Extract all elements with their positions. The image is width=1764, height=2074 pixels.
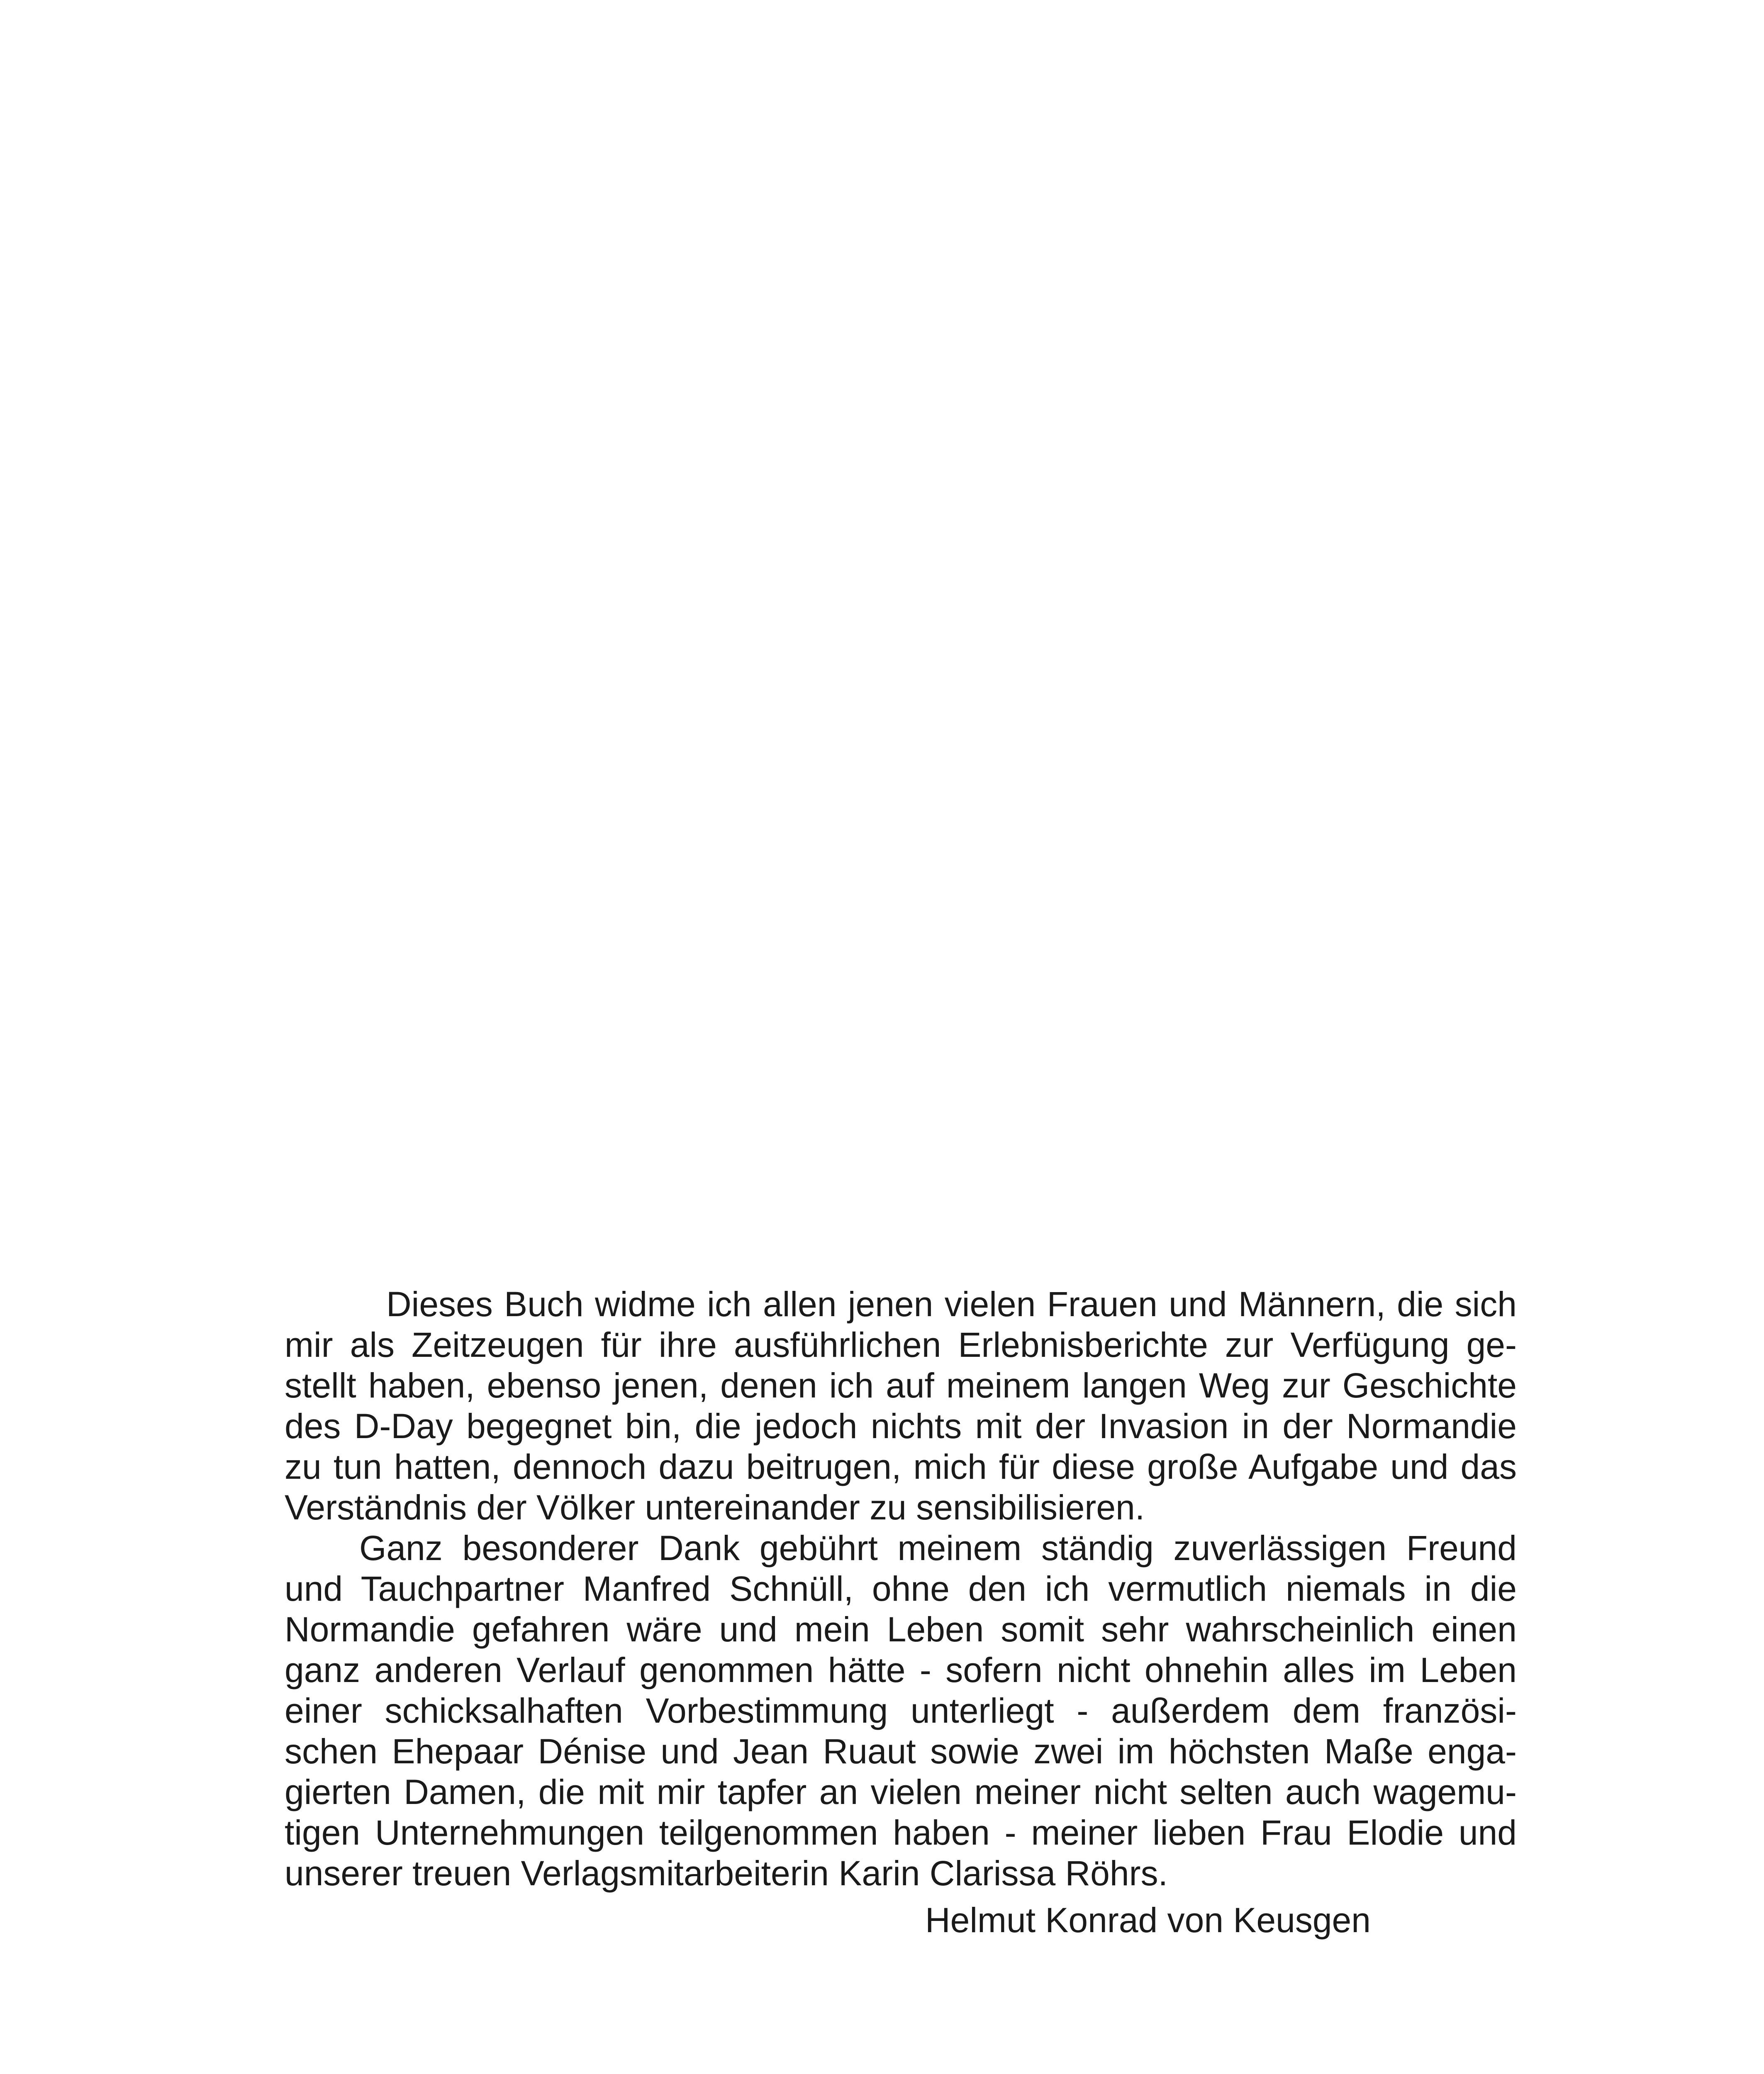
author-signature: Helmut Konrad von Keusgen [925, 1901, 1371, 1940]
text-line: des D-Day begegnet bin, die jedoch nichts mit der Invasion in der Normandie [285, 1407, 1517, 1446]
text-line: Normandie gefahren wäre und mein Leben somit sehr wahrscheinlich einen [285, 1610, 1517, 1649]
dedication-text [285, 1284, 1517, 1894]
text-line: ganz anderen Verlauf genommen hätte - sofern nicht ohnehin alles im Leben [285, 1650, 1517, 1689]
text-line: Verständnis der Völker untereinander zu sensibilisieren. [285, 1488, 1145, 1527]
text-line: unserer treuen Verlagsmitarbeiterin Karin Clarissa Röhrs. [285, 1854, 1168, 1893]
text-line: und Tauchpartner Manfred Schnüll, ohne den ich vermutlich niemals in die [285, 1569, 1517, 1608]
text-line: schen Ehepaar Dénise und Jean Ruaut sowie zwei im höchsten Maße enga- [285, 1732, 1517, 1771]
dedication-paragraph-2 [285, 1528, 1517, 1894]
text-line: Ganz besonderer Dank gebührt meinem ständig zuverlässigen Freund [359, 1529, 1517, 1568]
text-line: mir als Zeitzeugen für ihre ausführlichen Erlebnisberichte zur Verfügung ge- [285, 1325, 1517, 1364]
text-line: einer schicksalhaften Vorbestimmung unterliegt - außerdem dem französi- [285, 1691, 1517, 1730]
text-line: tigen Unternehmungen teilgenommen haben - meiner lieben Frau Elodie und [285, 1813, 1517, 1852]
text-line: gierten Damen, die mit mir tapfer an vielen meiner nicht selten auch wagemu- [285, 1772, 1517, 1811]
text-line: Dieses Buch widme ich allen jenen vielen Frauen und Männern, die sich [386, 1285, 1517, 1324]
dedication-paragraph-1 [285, 1284, 1517, 1528]
text-line: zu tun hatten, dennoch dazu beitrugen, mich für diese große Aufgabe und das [285, 1447, 1517, 1486]
text-line: stellt haben, ebenso jenen, denen ich auf meinem langen Weg zur Geschichte [285, 1366, 1517, 1405]
